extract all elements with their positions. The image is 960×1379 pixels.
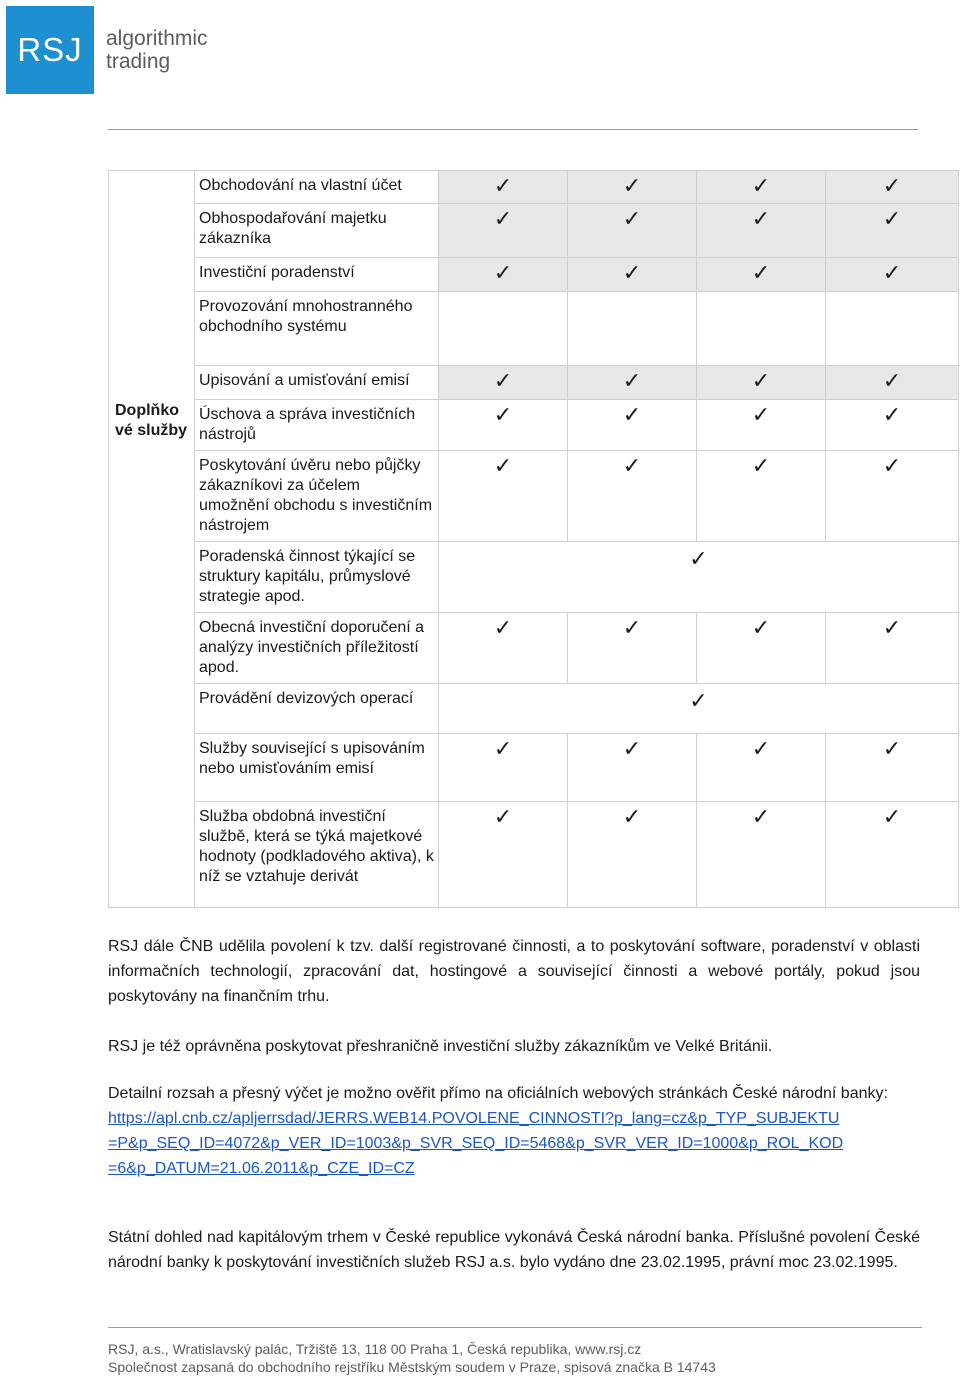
check-icon: ✓ (493, 736, 513, 761)
service-name: Provádění devizových operací (199, 690, 414, 707)
mark-cell (439, 613, 568, 684)
service-name: Poskytování úvěru nebo půjčky zákazníkovi za účelem umožnění obchodu s investičním nástrojem (199, 457, 433, 534)
check-icon: ✓ (622, 615, 642, 640)
service-name-cell (195, 258, 439, 292)
check-icon: ✓ (751, 736, 771, 761)
mark-cell (568, 366, 697, 400)
merged-mark-cell (439, 542, 959, 613)
company-logo (6, 6, 208, 94)
check-icon: ✓ (882, 453, 902, 478)
mark-cell (568, 613, 697, 684)
mark-cell (697, 400, 826, 451)
check-icon: ✓ (622, 260, 642, 285)
paragraph-text: RSJ dále ČNB udělila povolení k tzv. další registrované činnosti, a to poskytování software, poradenství v oblasti informačních technologií, zpracování dat, hostingové a související činnosti a webové portály, pokud jsou poskytovány na finančním trhu. (108, 938, 920, 1005)
table-row (109, 542, 959, 613)
paragraph-registered-activities (108, 934, 920, 1009)
check-icon: ✓ (493, 615, 513, 640)
service-name: Poradenská činnost týkající se struktury kapitálu, průmyslové strategie apod. (199, 548, 416, 605)
table-row (109, 734, 959, 802)
check-icon: ✓ (493, 402, 513, 427)
link-line-2: =P&p_SEQ_ID=4072&p_VER_ID=1003&p_SVR_SEQ_ID=5468&p_SVR_VER_ID=1000&p_ROL_KOD (108, 1135, 844, 1152)
logo-line-2: trading (106, 50, 171, 73)
check-icon: ✓ (751, 368, 771, 393)
mark-cell (439, 734, 568, 802)
mark-cell (826, 204, 959, 258)
table-row (109, 292, 959, 366)
mark-cell (568, 400, 697, 451)
service-name: Obecná investiční doporučení a analýzy investičních příležitostí apod. (199, 619, 425, 676)
mark-cell (568, 171, 697, 204)
footer-address: RSJ, a.s., Wratislavský palác, Tržiště 13, 118 00 Praha 1, Česká republika, www.rsj.cz (108, 1341, 642, 1357)
check-icon: ✓ (622, 368, 642, 393)
mark-cell (826, 258, 959, 292)
check-icon: ✓ (689, 688, 708, 713)
footer (108, 1340, 716, 1376)
paragraph-cross-border (108, 1034, 920, 1059)
mark-cell (697, 292, 826, 366)
service-name: Služby související s upisováním nebo umisťováním emisí (199, 740, 425, 777)
mark-cell (697, 204, 826, 258)
check-icon: ✓ (493, 260, 513, 285)
mark-cell (697, 258, 826, 292)
service-name-cell (195, 684, 439, 734)
service-name: Obchodování na vlastní účet (199, 177, 402, 194)
check-icon: ✓ (493, 173, 513, 198)
mark-cell (826, 292, 959, 366)
mark-cell (568, 204, 697, 258)
check-icon: ✓ (882, 260, 902, 285)
mark-cell (826, 734, 959, 802)
check-icon: ✓ (493, 453, 513, 478)
mark-cell (568, 292, 697, 366)
paragraph-supervision (108, 1225, 920, 1275)
check-icon: ✓ (493, 804, 513, 829)
check-icon: ✓ (751, 173, 771, 198)
check-icon: ✓ (751, 402, 771, 427)
table-row (109, 684, 959, 734)
service-name-cell (195, 734, 439, 802)
check-icon: ✓ (882, 615, 902, 640)
service-name-cell (195, 613, 439, 684)
footer-divider (108, 1327, 922, 1328)
logo-line-1: algorithmic (106, 27, 208, 50)
link-line-3: =6&p_DATUM=21.06.2011&p_CZE_ID=CZ (108, 1160, 415, 1177)
logo-mark: RSJ (6, 6, 94, 94)
mark-cell (826, 366, 959, 400)
check-icon: ✓ (751, 260, 771, 285)
service-name-cell (195, 400, 439, 451)
check-icon: ✓ (882, 206, 902, 231)
header-divider (108, 129, 918, 130)
category-label: Doplňko vé služby (115, 402, 188, 439)
service-name-cell (195, 366, 439, 400)
mark-cell (826, 613, 959, 684)
service-name-cell (195, 451, 439, 542)
check-icon: ✓ (622, 206, 642, 231)
paragraph-text: Detailní rozsah a přesný výčet je možno ověřit přímo na oficiálních webových stránkách České národní banky: (108, 1085, 888, 1102)
footer-registration: Společnost zapsaná do obchodního rejstříku Městským soudem v Praze, spisová značka B 14743 (108, 1359, 716, 1375)
check-icon: ✓ (622, 173, 642, 198)
service-name-cell (195, 802, 439, 908)
check-icon: ✓ (622, 736, 642, 761)
link-line-1: https://apl.cnb.cz/apljerrsdad/JERRS.WEB14.POVOLENE_CINNOSTI?p_lang=cz&p_TYP_SUBJEKTU (108, 1110, 840, 1127)
mark-cell (439, 400, 568, 451)
check-icon: ✓ (751, 804, 771, 829)
check-icon: ✓ (493, 368, 513, 393)
mark-cell (568, 734, 697, 802)
merged-mark-cell (439, 684, 959, 734)
mark-cell (697, 613, 826, 684)
check-icon: ✓ (751, 453, 771, 478)
table-row (109, 802, 959, 908)
check-icon: ✓ (882, 173, 902, 198)
mark-cell (568, 802, 697, 908)
service-name: Úschova a správa investičních nástrojů (199, 406, 416, 443)
mark-cell (826, 171, 959, 204)
table-row (109, 366, 959, 400)
mark-cell (568, 451, 697, 542)
mark-cell (439, 204, 568, 258)
check-icon: ✓ (622, 804, 642, 829)
check-icon: ✓ (882, 402, 902, 427)
service-name-cell (195, 204, 439, 258)
mark-cell (439, 171, 568, 204)
service-name: Investiční poradenství (199, 264, 355, 281)
check-icon: ✓ (882, 368, 902, 393)
service-name: Služba obdobná investiční službě, která se týká majetkové hodnoty (podkladového aktiva), k níž se vztahuje derivát (199, 808, 434, 885)
table-row (109, 204, 959, 258)
cnb-link[interactable] (108, 1106, 920, 1181)
mark-cell (439, 258, 568, 292)
check-icon: ✓ (751, 206, 771, 231)
logo-wordmark (106, 27, 208, 73)
services-table-body (109, 171, 959, 908)
mark-cell (697, 734, 826, 802)
table-row (109, 451, 959, 542)
paragraph-cnb-link (108, 1081, 920, 1181)
mark-cell (697, 451, 826, 542)
mark-cell (826, 802, 959, 908)
paragraph-text: Státní dohled nad kapitálovým trhem v České republice vykonává Česká národní banka. Příslušné povolení České národní banky k poskytování investičních služeb RSJ a.s. bylo vydáno dne 23.02.1995, právní moc 23.02.1995. (108, 1229, 920, 1271)
check-icon: ✓ (493, 206, 513, 231)
services-table (108, 170, 959, 908)
service-name-cell (195, 292, 439, 366)
service-name: Obhospodařování majetku zákazníka (199, 210, 387, 247)
mark-cell (568, 258, 697, 292)
mark-cell (439, 451, 568, 542)
service-name: Upisování a umisťování emisí (199, 372, 410, 389)
table-row (109, 171, 959, 204)
paragraph-text: RSJ je též oprávněna poskytovat přeshraničně investiční služby zákazníkům ve Velké Británii. (108, 1038, 773, 1055)
table-row (109, 613, 959, 684)
table-row (109, 400, 959, 451)
check-icon: ✓ (622, 453, 642, 478)
category-cell (109, 171, 195, 908)
check-icon: ✓ (622, 402, 642, 427)
mark-cell (439, 802, 568, 908)
mark-cell (826, 400, 959, 451)
service-name-cell (195, 171, 439, 204)
mark-cell (697, 171, 826, 204)
mark-cell (697, 366, 826, 400)
service-name: Provozování mnohostranného obchodního systému (199, 298, 413, 335)
mark-cell (439, 292, 568, 366)
mark-cell (826, 451, 959, 542)
mark-cell (697, 802, 826, 908)
table-row (109, 258, 959, 292)
mark-cell (439, 366, 568, 400)
check-icon: ✓ (882, 736, 902, 761)
check-icon: ✓ (882, 804, 902, 829)
service-name-cell (195, 542, 439, 613)
check-icon: ✓ (751, 615, 771, 640)
check-icon: ✓ (689, 546, 708, 571)
